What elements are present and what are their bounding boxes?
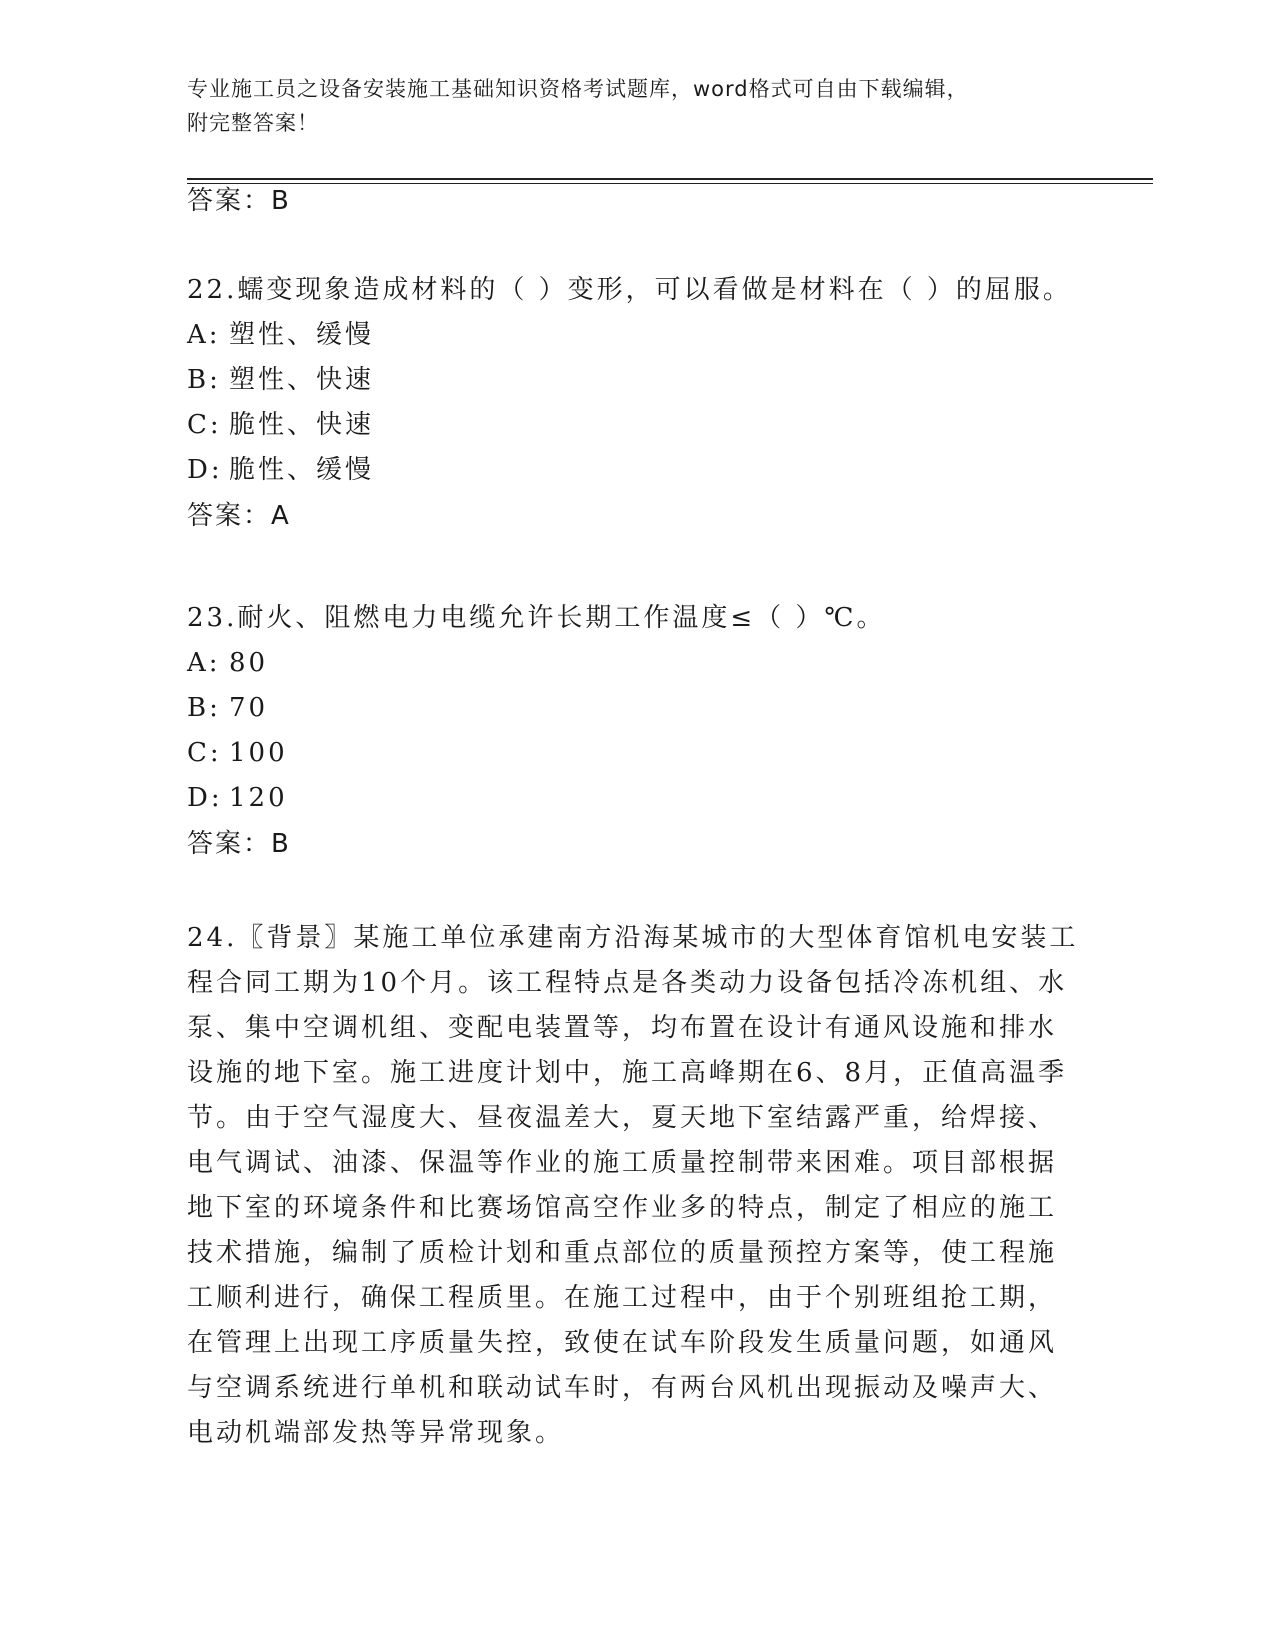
option-letter: A:	[187, 320, 221, 350]
question-23-option-c	[187, 731, 1087, 776]
question-23-option-a	[187, 641, 1087, 686]
question-24-background	[187, 916, 1079, 1456]
paragraph-line: 设施的地下室。施工进度计划中，施工高峰期在6、8月，正值高温季	[187, 1058, 1068, 1088]
option-letter: C:	[187, 410, 222, 440]
header-line-2: 附完整答案！	[187, 111, 319, 135]
question-22	[187, 267, 1087, 539]
paragraph-line: 电动机端部发热等异常现象。	[187, 1418, 565, 1448]
question-22-option-c	[187, 403, 1087, 448]
paragraph-line: 电气调试、油漆、保温等作业的施工质量控制带来困难。项目部根据	[187, 1148, 1058, 1178]
question-22-stem: 22.蠕变现象造成材料的（ ）变形，可以看做是材料在（ ）的屈服。	[187, 275, 1072, 305]
question-23-option-b	[187, 686, 1087, 731]
option-text: 70	[229, 693, 269, 723]
previous-answer: 答案：B	[187, 186, 291, 216]
option-text: 脆性、快速	[229, 410, 375, 440]
option-text: 100	[229, 738, 288, 768]
paragraph-line: 与空调系统进行单机和联动试车时，有两台风机出现振动及噪声大、	[187, 1373, 1058, 1403]
question-22-answer: 答案：A	[187, 501, 291, 531]
option-letter: D:	[187, 783, 223, 813]
document-header	[187, 72, 1087, 140]
paragraph-line: 泵、集中空调机组、变配电装置等，均布置在设计有通风设施和排水	[187, 1013, 1058, 1043]
paragraph-line: 地下室的环境条件和比赛场馆高空作业多的特点，制定了相应的施工	[187, 1193, 1058, 1223]
option-text: 塑性、缓慢	[229, 320, 375, 350]
option-text: 120	[229, 783, 288, 813]
previous-answer-block	[187, 178, 1087, 224]
option-text: 塑性、快速	[229, 365, 375, 395]
paragraph-line: 工顺利进行，确保工程质里。在施工过程中，由于个别班组抢工期，	[187, 1283, 1058, 1313]
question-23-stem: 23.耐火、阻燃电力电缆允许长期工作温度≤（ ）℃。	[187, 603, 886, 633]
question-23-option-d	[187, 776, 1087, 821]
question-22-option-a	[187, 313, 1087, 358]
paragraph-line: 在管理上出现工序质量失控，致使在试车阶段发生质量问题，如通风	[187, 1328, 1058, 1358]
option-letter: B:	[187, 693, 221, 723]
question-23-answer: 答案：B	[187, 829, 291, 859]
option-letter: D:	[187, 455, 223, 485]
option-text: 脆性、缓慢	[229, 455, 375, 485]
header-line-1: 专业施工员之设备安装施工基础知识资格考试题库，word格式可自由下载编辑，	[187, 77, 969, 101]
question-22-option-b	[187, 358, 1087, 403]
option-letter: A:	[187, 648, 221, 678]
question-22-option-d	[187, 448, 1087, 493]
paragraph-line: 24.〖背景〗某施工单位承建南方沿海某城市的大型体育馆机电安装工	[187, 923, 1079, 953]
option-letter: C:	[187, 738, 222, 768]
paragraph-line: 程合同工期为10个月。该工程特点是各类动力设备包括冷冻机组、水	[187, 968, 1068, 998]
paragraph-line: 技术措施，编制了质检计划和重点部位的质量预控方案等，使工程施	[187, 1238, 1058, 1268]
option-letter: B:	[187, 365, 221, 395]
paragraph-line: 节。由于空气湿度大、昼夜温差大，夏天地下室结露严重，给焊接、	[187, 1103, 1058, 1133]
option-text: 80	[229, 648, 269, 678]
question-23	[187, 595, 1087, 867]
